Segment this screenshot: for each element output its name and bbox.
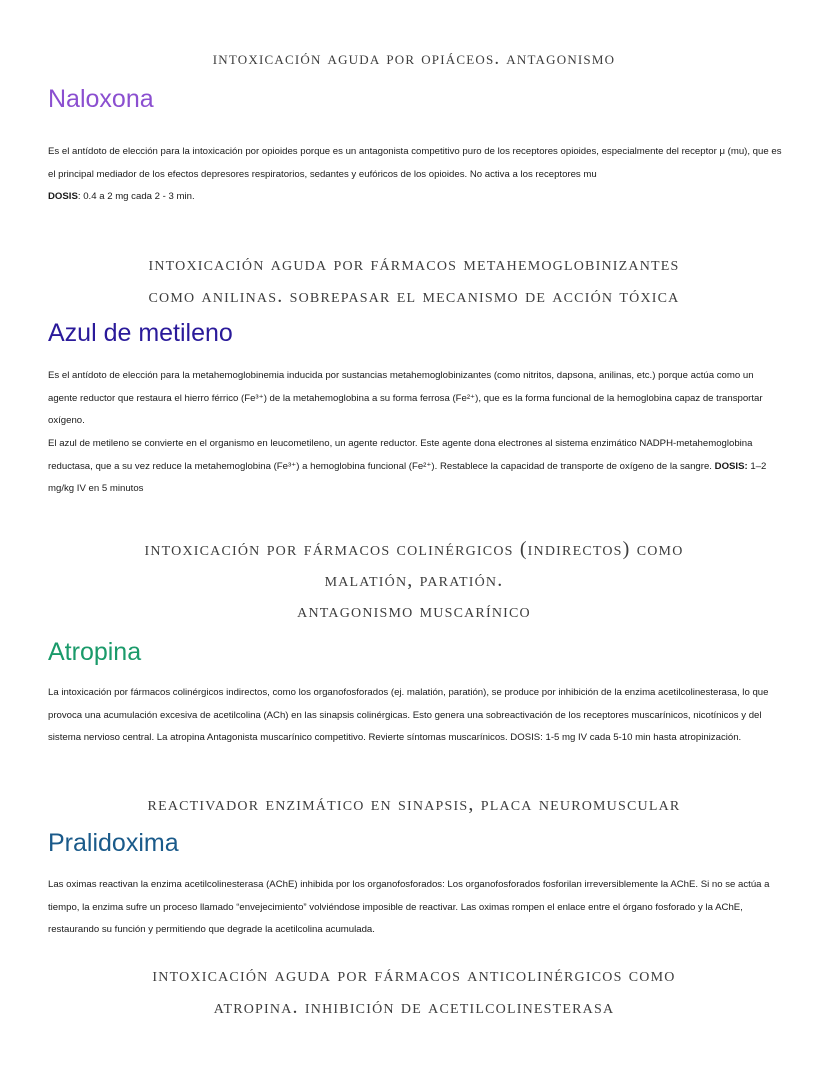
paragraph-azul-2 <box>48 433 783 501</box>
heading-line: reactivador enzimático en sinapsis, placa neuromuscular <box>147 793 681 815</box>
heading-line: malatión, paratión. <box>324 569 504 591</box>
section-heading-anticolinergicos <box>0 959 828 1023</box>
section-heading-reactivador <box>0 790 828 818</box>
paragraph-pralidoxima: Las oximas reactivan la enzima acetilcolinesterasa (AChE) inhibida por los organofosforados: Los organofosforados fosforilan irreversiblemente la AChE. Si no se actúa a tiempo, la enzima sufre un proceso llamado “envejecimiento” volviéndose imposible de reactivar. Las oximas rompen el enlace entre el órgano fosforado y la AChE, restaurando su función y permitiendo que degrade la acetilcolina acumulada. <box>48 879 770 935</box>
paragraph-azul-1: Es el antídoto de elección para la metahemoglobinemia inducida por sustancias metahemoglobinizantes (como nitritos, dapsona, anilinas, etc.) porque actúa como un agente reductor que restaura el hierro férrico (Fe³⁺) de la metahemoglobina a su forma ferrosa (Fe²⁺), que es la forma funcional de la hemoglobina capaz de transportar oxígeno. <box>48 370 763 426</box>
dose-text: 1–2 mg/kg IV en 5 minutos <box>48 460 767 494</box>
heading-line: atropina. inhibición de acetilcolinesterasa <box>213 996 615 1018</box>
section-heading-metahemoglobinizantes <box>0 248 828 312</box>
heading-line: como anilinas. sobrepasar el mecanismo de acción tóxica <box>148 285 680 307</box>
drug-title-azul-de-metileno: Azul de metileno <box>48 319 233 347</box>
drug-title-naloxona: Naloxona <box>48 85 154 113</box>
paragraph-atropina: La intoxicación por fármacos colinérgicos indirectos, como los organofosforados (ej. malatión, paratión), se produce por inhibición de la enzima acetilcolinesterasa, lo que provoca una acumulación excesiva de acetilcolina (ACh) en las sinapsis colinérgicas. Esto genera una sobreactivación de los receptores muscarínicos, nicotínicos y del sistema nervioso central. La atropina Antagonista muscarínico competitivo. Revierte síntomas muscarínicos. DOSIS: 1-5 mg IV cada 5-10 min hasta atropinización. <box>48 687 769 743</box>
heading-line: intoxicación aguda por fármacos metahemoglobinizantes <box>148 253 680 275</box>
heading-line: intoxicación aguda por fármacos anticolinérgicos como <box>152 964 676 986</box>
paragraph-text: El azul de metileno se convierte en el organismo en leucometileno, un agente reductor. Este agente dona electrones al sistema enzimático NADPH-metahemoglobina reductasa, que a su vez reduce la metahemoglobina (Fe³⁺) a hemoglobina funcional (Fe²⁺). Restablece la capacidad de transporte de oxígeno de la sangre. <box>48 438 753 472</box>
heading-line: intoxicación por fármacos colinérgicos (indirectos) como <box>144 538 684 560</box>
section-heading-opiaceos <box>0 46 828 72</box>
paragraph-text: Es el antídoto de elección para la intoxicación por opioides porque es un antagonista competitivo puro de los receptores opioides, especialmente del receptor μ (mu), que es el principal mediador de los efectos depresores respiratorios, sedantes y eufóricos de los opioides. No activa a los receptores mu <box>48 146 782 180</box>
dose-text: : 0.4 a 2 mg cada 2 - 3 min. <box>77 191 195 202</box>
dose-label: DOSIS <box>48 191 78 202</box>
drug-title-pralidoxima: Pralidoxima <box>48 829 179 857</box>
heading-line: antagonismo muscarínico <box>297 600 531 622</box>
heading-line: intoxicación aguda por opiáceos. antagonismo <box>212 48 616 69</box>
paragraph-naloxona <box>48 141 783 209</box>
dose-label: DOSIS: <box>714 460 748 472</box>
section-heading-colinergicos <box>0 534 828 627</box>
drug-title-atropina: Atropina <box>48 638 142 666</box>
